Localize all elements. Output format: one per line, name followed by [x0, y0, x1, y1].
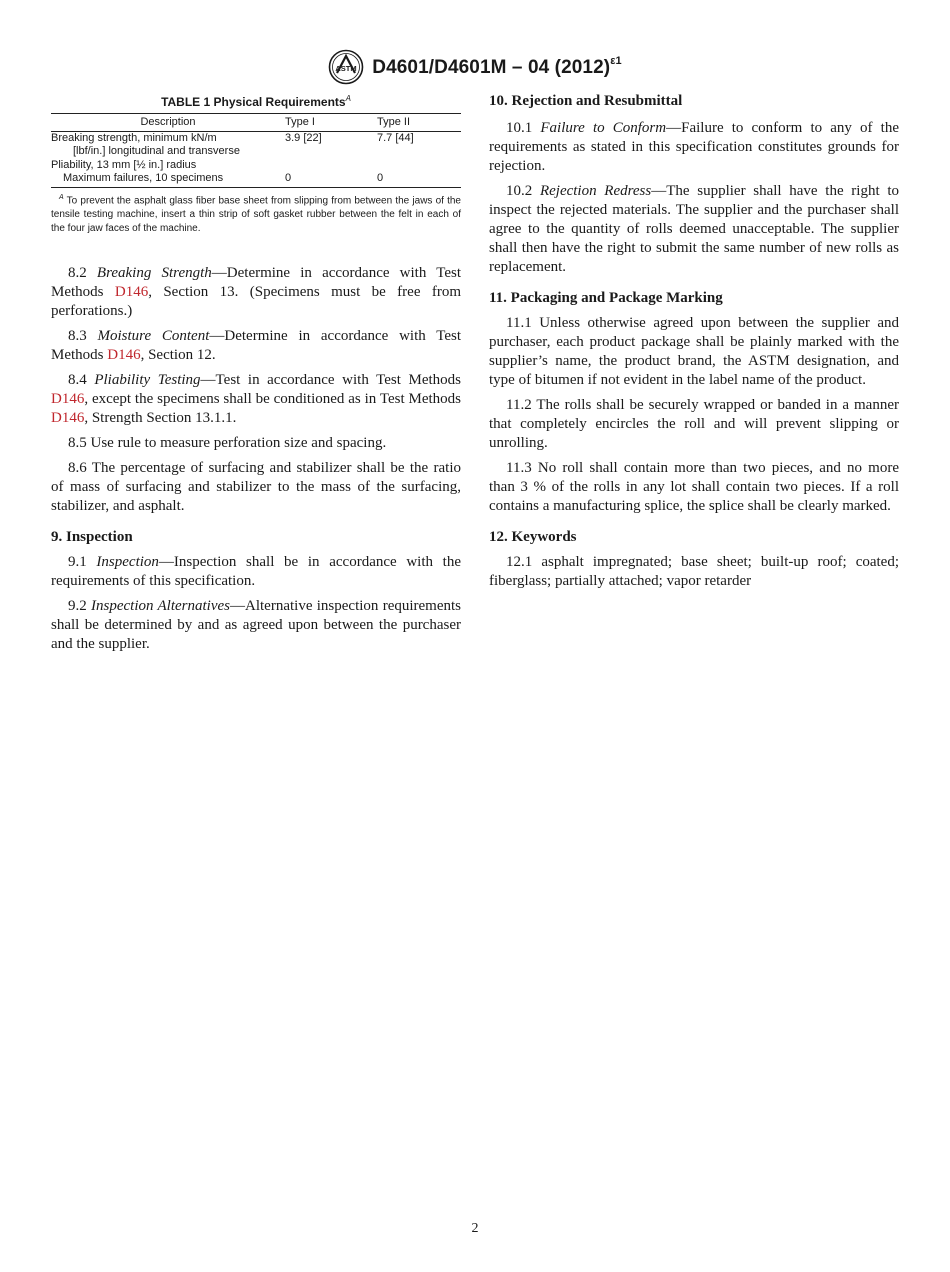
- astm-logo-icon: [328, 49, 364, 85]
- page-number: 2: [471, 1221, 479, 1236]
- section-heading-packaging: 11. Packaging and Package Marking: [489, 290, 723, 306]
- standard-designation: D4601/D4601M – 04 $(2012)^{\varepsilon 1}$: [372, 55, 622, 78]
- table-caption: TABLE 1 Physical Requirements$^A$: [161, 94, 351, 109]
- paragraph-11-1: 11.1 Unless otherwise agreed upon between the supplier and purchaser, each product package shall be plainly marked with the supplier’s name, the product brand, the ASTM designation, and type of bitumen if not evident in the label name of the product.: [489, 315, 900, 388]
- paragraph-8-5: 8.5 Use rule to measure perforation size and spacing.: [68, 434, 387, 451]
- paragraph-8-4: 8.4 Pliability Testing—Test in accordance with Test Methods D146, except the specimens shall be conditioned as in Test Methods D146, Strength Section 13.1.1.: [51, 371, 462, 426]
- paragraph-8-6: 8.6 The percentage of surfacing and stabilizer shall be the ratio of mass of surfacing and stabilizer to the mass of the surfacing, stabilizer, and asphalt.: [51, 459, 461, 514]
- logo-text: ASTM: [335, 64, 357, 73]
- section-heading-inspection: 9. Inspection: [51, 528, 133, 545]
- table-cell-type2: 7.7 [44]: [377, 131, 414, 144]
- right-column: [489, 92, 899, 597]
- paragraph-11-2: 11.2 The rolls shall be securely wrapped or banded in a manner that completely encircles the roll and will prevent slipping or unrolling.: [489, 397, 899, 451]
- physical-requirements-table: [51, 113, 461, 188]
- paragraph-9-1: 9.1 Inspection—Inspection shall be in accordance with the requirements of this specification.: [51, 553, 461, 589]
- column-header-type2: Type II: [377, 114, 461, 132]
- table-cell-description: Breaking strength, minimum kN/m [lbf/in.] longitudinal and transverse: [51, 131, 240, 157]
- table-cell-type1: 3.9 [22]: [285, 131, 322, 144]
- column-header-description: Description: [51, 114, 285, 132]
- paragraph-9-2: 9.2 Inspection Alternatives—Alternative inspection requirements shall be determined by and as agreed upon between the purchaser and the supplier.: [51, 597, 461, 652]
- paragraph-8-2: 8.2 Breaking Strength—Determine in accordance with Test Methods D146, Section 13. (Specimens must be free from perforations.): [51, 264, 462, 319]
- paragraph-10-1: 10.1 Failure to Conform—Failure to conform to any of the requirements as stated in this specification constitutes grounds for rejection.: [489, 120, 900, 174]
- reference-link[interactable]: D146: [51, 390, 85, 407]
- table-cell-type1: 0: [285, 159, 377, 188]
- table-header-row: [51, 114, 461, 132]
- table-cell-description: Pliability, 13 mm [½ in.] radius Maximum failures, 10 specimens: [51, 159, 285, 188]
- table-footnote: $^A$ To prevent the asphalt glass fiber base sheet from slipping from between the jaws of the tensile testing machine, insert a thin strip of soft gasket rubber between the felt in each of the four jaw faces of the machine.: [51, 193, 461, 234]
- reference-link[interactable]: D146: [114, 283, 149, 300]
- reference-link[interactable]: D146: [51, 409, 85, 426]
- paragraph-12-1: 12.1 asphalt impregnated; base sheet; built-up roof; coated; fiberglass; partially attached; vapor retarder: [489, 554, 900, 589]
- table-cell-type2: 0: [377, 159, 461, 188]
- paragraph-10-2: 10.2 Rejection Redress—The supplier shall have the right to inspect the rejected materials. The supplier and the purchaser shall agree to the quantity of rolls deemed unacceptable. The supplier shall then have the right to submit the same number of new rolls as replacement.: [489, 183, 899, 275]
- table-row: [51, 131, 461, 159]
- section-heading-keywords: 12. Keywords: [489, 529, 577, 545]
- column-header-type1: Type I: [285, 114, 377, 132]
- paragraph-11-3: 11.3 No roll shall contain more than two pieces, and no more than 3 % of the rolls in any lot shall contain two pieces. If a roll contains a manufacturing splice, the splice shall be clearly marked.: [489, 460, 900, 514]
- paragraph-8-3: 8.3 Moisture Content—Determine in accordance with Test Methods D146, Section 12.: [51, 327, 462, 363]
- page-header: [0, 49, 950, 90]
- section-heading-rejection: 10. Rejection and Resubmittal: [489, 93, 683, 109]
- reference-link[interactable]: D146: [107, 346, 141, 363]
- left-column: [51, 92, 461, 660]
- table-row: [51, 159, 461, 188]
